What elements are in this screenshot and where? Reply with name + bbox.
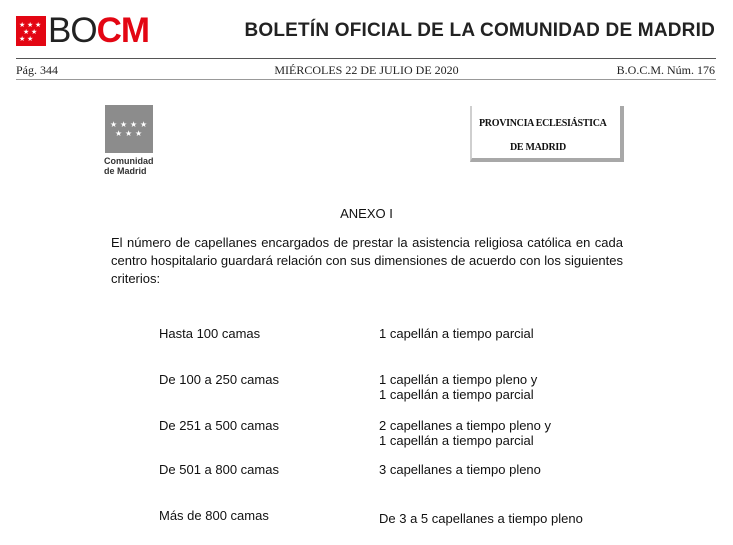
logo-cm-text: CM [96, 11, 150, 50]
meta-rule [16, 79, 716, 80]
criteria-staff-4 [379, 462, 541, 477]
emblem-line1: Comunidad [104, 156, 154, 166]
logo-bo-text: BO [48, 11, 97, 50]
criteria-beds-3: De 251 a 500 camas [159, 418, 279, 433]
comunidad-madrid-emblem-icon: ★ ★ ★ ★ ★ ★ ★ [105, 105, 153, 153]
stamp-line2: DE MADRID [510, 142, 566, 153]
emblem-caption [104, 156, 154, 176]
staff-line: 3 capellanes a tiempo pleno [379, 462, 541, 477]
staff-line: 1 capellán a tiempo parcial [379, 387, 534, 402]
annex-title: ANEXO I [340, 206, 393, 221]
criteria-beds-4: De 501 a 800 camas [159, 462, 279, 477]
staff-line: De 3 a 5 capellanes a tiempo pleno [379, 511, 583, 526]
criteria-staff-5 [379, 511, 583, 526]
criteria-beds-2: De 100 a 250 camas [159, 372, 279, 387]
header-rule [16, 58, 716, 59]
issue-number: B.O.C.M. Núm. 176 [616, 63, 715, 77]
staff-line: 1 capellán a tiempo parcial [379, 326, 534, 341]
criteria-beds-1: Hasta 100 camas [159, 326, 261, 341]
publication-date: MIÉRCOLES 22 DE JULIO DE 2020 [274, 63, 459, 77]
annex-intro: El número de capellanes encargados de prestar la asistencia religiosa católica en cada centro hospitalario guardará relación con sus dimensiones de acuerdo con los siguientes criterios: [111, 235, 623, 286]
criteria-staff-1 [379, 326, 534, 341]
provincia-stamp [470, 106, 624, 162]
criteria-staff-3 [379, 418, 551, 448]
page-number: Pág. 344 [16, 63, 58, 77]
staff-line: 1 capellán a tiempo parcial [379, 433, 534, 448]
staff-line: 1 capellán a tiempo pleno y [379, 372, 538, 387]
stamp-line1: PROVINCIA ECLESIÁSTICA [479, 118, 607, 129]
emblem-line2: de Madrid [104, 166, 147, 176]
bulletin-title: BOLETÍN OFICIAL DE LA COMUNIDAD DE MADRID [244, 20, 715, 41]
criteria-beds-5: Más de 800 camas [159, 508, 269, 523]
madrid-flag-icon: ★ ★ ★ ★ ★ ★ ★ [16, 16, 46, 46]
bocm-logo [16, 11, 150, 50]
staff-line: 2 capellanes a tiempo pleno y [379, 418, 552, 433]
criteria-staff-2 [379, 372, 537, 402]
